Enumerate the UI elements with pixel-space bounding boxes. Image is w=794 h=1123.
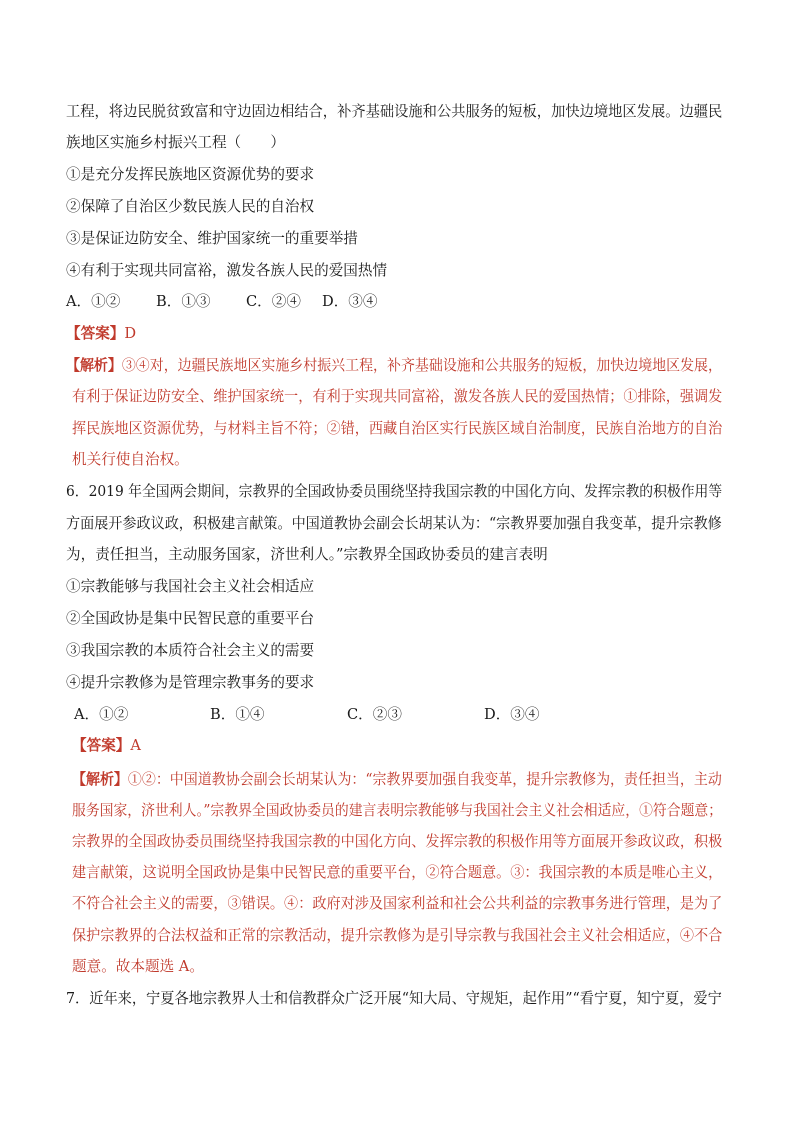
q5-option-b: B．①③ [156,293,211,310]
q6-analysis-line-2: 服务国家，济世利人。”宗教界全国政协委员的建言表明宗教能够与我国社会主义社会相适应，①符合题意； [72,802,723,819]
q6-answer-value: A [130,737,141,754]
q6-analysis-line-4: 建言献策，这说明全国政协是集中民智民意的重要平台，②符合题意。③：我国宗教的本质是唯心主义， [72,864,723,881]
q5-analysis-label: 【解析】 [66,357,122,374]
q6-statement-2: ②全国政协是集中民智民意的重要平台 [66,610,315,627]
q6-analysis-line-1 [72,770,722,790]
q6-option-c: C．②③ [347,706,402,723]
q6-analysis-text-1: ①②：中国道教协会副会长胡某认为：“宗教界要加强自我变革，提升宗教修为，责任担当，主动 [127,771,722,788]
q5-statement-3: ③是保证边防安全、维护国家统一的重要举措 [66,230,358,247]
q6-option-b: B．①④ [210,706,265,723]
q5-statement-1: ①是充分发挥民族地区资源优势的要求 [66,166,315,183]
q6-analysis-label: 【解析】 [72,771,128,788]
q6-answer [72,736,141,756]
q6-option-d: D．③④ [484,706,540,723]
q5-analysis-line-1 [66,356,722,376]
q6-analysis-line-3: 宗教界的全国政协委员围绕坚持我国宗教的中国化方向、发挥宗教的积极作用等方面展开参政议政，积极 [72,833,723,850]
q5-analysis-line-3: 挥民族地区资源优势，与材料主旨不符；②错，西藏自治区实行民族区域自治制度，民族自治地方的自治 [72,420,723,437]
q5-answer-value: D [124,325,137,342]
q5-analysis-line-4: 机关行使自治权。 [72,451,189,468]
q6-answer-label: 【答案】 [72,737,131,754]
q5-analysis-text-1: ③④对，边疆民族地区实施乡村振兴工程，补齐基础设施和公共服务的短板，加快边境地区发展， [121,357,722,374]
q5-option-c: C．②④ [246,293,301,310]
q5-option-d: D．③④ [322,293,378,310]
q5-stem-line-1: 工程，将边民脱贫致富和守边固边相结合，补齐基础设施和公共服务的短板，加快边境地区发展。边疆民 [66,103,723,120]
q6-stem-line-2: 方面展开参政议政，积极建言献策。中国道教协会副会长胡某认为：“宗教界要加强自我变革，提升宗教修 [66,515,722,532]
q5-statement-2: ②保障了自治区少数民族人民的自治权 [66,198,315,215]
q5-statement-4: ④有利于实现共同富裕，激发各族人民的爱国热情 [66,262,388,279]
q7-stem-line-1: 7．近年来，宁夏各地宗教界人士和信教群众广泛开展“知大局、守规矩，起作用”“看宁夏，知宁夏，爱宁 [66,990,722,1007]
q6-stem-line-1: 6．2019 年全国两会期间，宗教界的全国政协委员围绕坚持我国宗教的中国化方向、发挥宗教的积极作用等 [66,483,723,500]
q6-analysis-line-5: 不符合社会主义的需要，③错误。④：政府对涉及国家利益和社会公共利益的宗教事务进行管理，是为了 [72,895,723,912]
q6-analysis-line-6: 保护宗教界的合法权益和正常的宗教活动，提升宗教修为是引导宗教与我国社会主义社会相适应，④不合 [72,927,723,944]
q5-option-a: A．①② [66,293,121,310]
q6-stem-line-3: 为，责任担当，主动服务国家，济世利人。”宗教界全国政协委员的建言表明 [66,546,548,563]
q6-statement-3: ③我国宗教的本质符合社会主义的需要 [66,642,315,659]
q6-statement-1: ①宗教能够与我国社会主义社会相适应 [66,578,315,595]
q5-answer-label: 【答案】 [66,325,125,342]
q6-statement-4: ④提升宗教修为是管理宗教事务的要求 [66,674,315,691]
q5-answer [66,324,136,344]
q5-analysis-line-2: 有利于保证边防安全、维护国家统一，有利于实现共同富裕，激发各族人民的爱国热情；①排除，强调发 [72,388,723,405]
q6-analysis-line-7: 题意。故本题选 A。 [72,958,204,975]
q6-option-a: A．①② [74,706,129,723]
q5-stem-line-2: 族地区实施乡村振兴工程（ ） [66,134,285,151]
